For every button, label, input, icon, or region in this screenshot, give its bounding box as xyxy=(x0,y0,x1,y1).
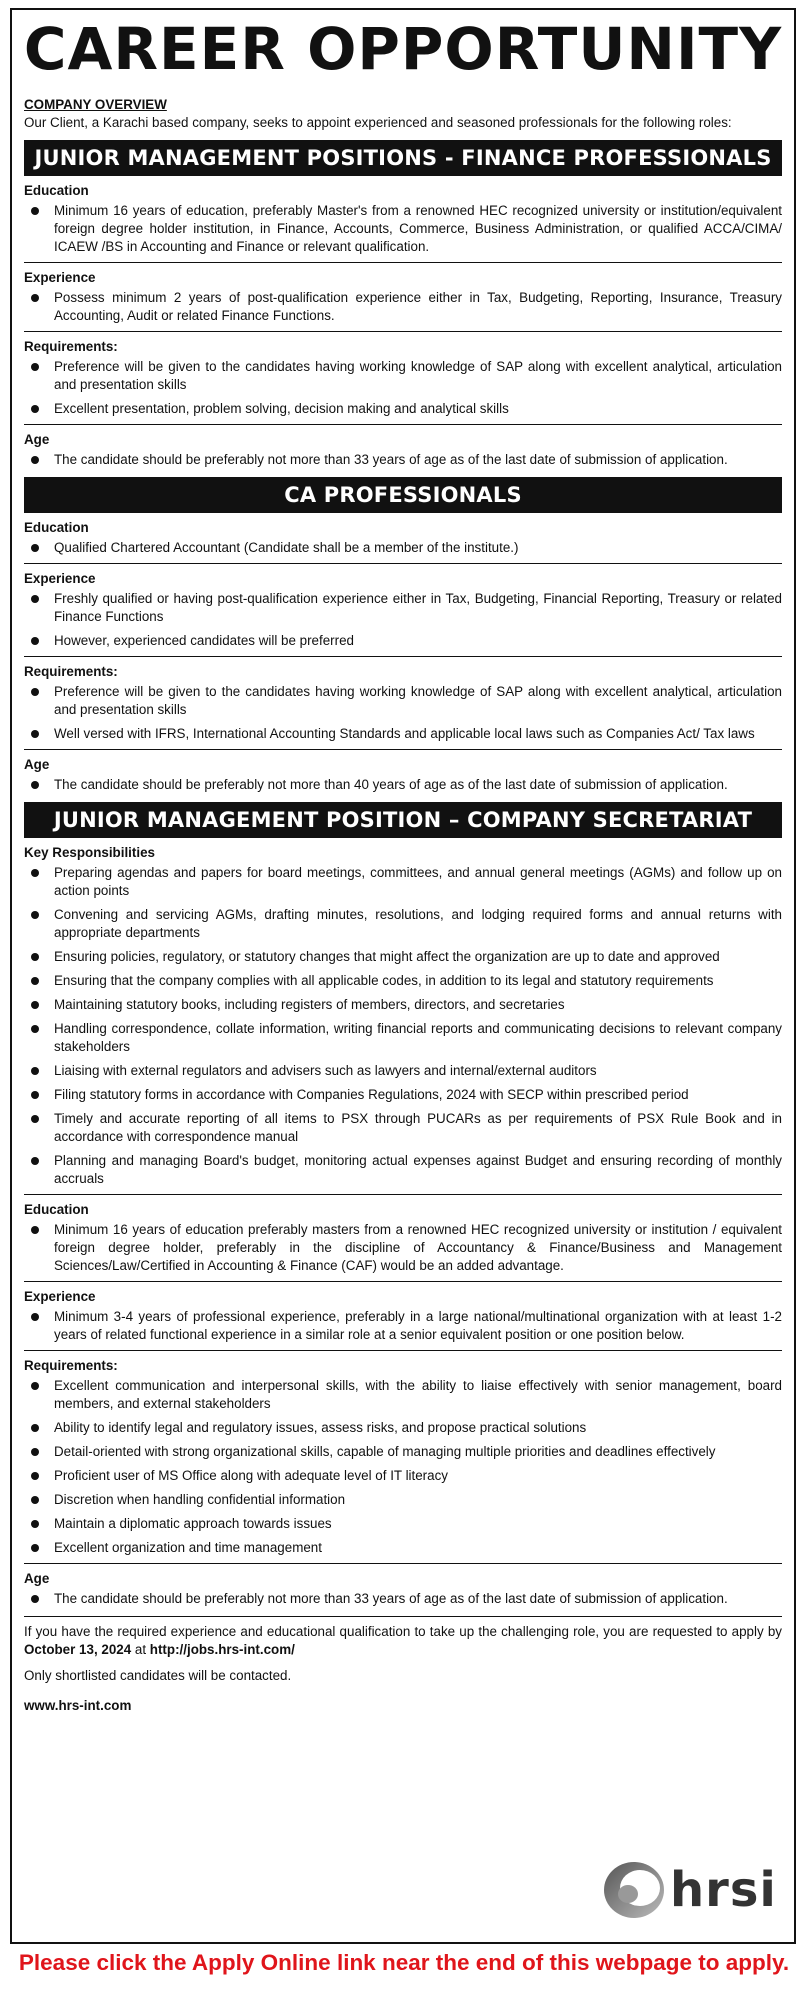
bullet-item: Preparing agendas and papers for board meetings, committees, and annual general meetings (AGMs) and follow up on action points xyxy=(24,864,782,900)
section-heading: Experience xyxy=(24,270,96,285)
job-title-bar: JUNIOR MANAGEMENT POSITIONS - FINANCE PROFESSIONALS xyxy=(24,140,782,176)
job-block xyxy=(24,802,782,1608)
bullet-item: Ensuring that the company complies with all applicable codes, in addition to its legal and statutory requirements xyxy=(24,972,782,990)
section-heading: Key Responsibilities xyxy=(24,845,155,860)
section-heading: Education xyxy=(24,520,89,535)
job-section xyxy=(24,1350,782,1557)
apply-instructions xyxy=(24,1623,782,1659)
bullet-item: Proficient user of MS Office along with adequate level of IT literacy xyxy=(24,1467,782,1485)
bullet-item: Timely and accurate reporting of all items to PSX through PUCARs as per requirements of PSX Rule Book and in accordance with correspondence manual xyxy=(24,1110,782,1146)
bullet-list xyxy=(24,864,782,1188)
footer xyxy=(24,1616,782,1715)
section-heading: Education xyxy=(24,1202,89,1217)
job-list xyxy=(24,140,782,1608)
job-section xyxy=(24,749,782,794)
bullet-list xyxy=(24,590,782,650)
bullet-item: Excellent presentation, problem solving, decision making and analytical skills xyxy=(24,400,782,418)
bullet-item: Ensuring policies, regulatory, or statutory changes that might affect the organization are up to date and approved xyxy=(24,948,782,966)
job-section xyxy=(24,563,782,650)
job-section xyxy=(24,331,782,418)
bullet-item: Handling correspondence, collate information, writing financial reports and communicating decisions to relevant company stakeholders xyxy=(24,1020,782,1056)
job-section xyxy=(24,1563,782,1608)
apply-text-at: at xyxy=(131,1642,150,1657)
bullet-item: Convening and servicing AGMs, drafting minutes, resolutions, and lodging required forms and annual returns with appropriate departments xyxy=(24,906,782,942)
page-title: CAREER OPPORTUNITY xyxy=(23,15,783,83)
section-heading: Requirements: xyxy=(24,339,118,354)
bullet-item: Preference will be given to the candidates having working knowledge of SAP along with excellent analytical, articulation and presentation skills xyxy=(24,358,782,394)
ad-content xyxy=(12,84,794,1715)
bullet-item: Preference will be given to the candidates having working knowledge of SAP along with excellent analytical, articulation and presentation skills xyxy=(24,683,782,719)
section-heading: Experience xyxy=(24,1289,96,1304)
job-section xyxy=(24,519,782,557)
bullet-item: Ability to identify legal and regulatory issues, assess risks, and propose practical solutions xyxy=(24,1419,782,1437)
bullet-item: Planning and managing Board's budget, monitoring actual expenses against Budget and ensuring recording of monthly accruals xyxy=(24,1152,782,1188)
section-heading: Age xyxy=(24,432,50,447)
shortlist-note: Only shortlisted candidates will be contacted. xyxy=(24,1668,292,1683)
bullet-item: Minimum 16 years of education, preferably Master's from a renowned HEC recognized university or institution/equivalent foreign degree holder institution, in Finance, Accounts, Commerce, Business Administration, or qualified ACCA/CIMA/ ICAEW /BS in Accounting and Finance or relevant qualification. xyxy=(24,202,782,256)
bullet-list xyxy=(24,776,782,794)
section-heading: Requirements: xyxy=(24,1358,118,1373)
bullet-list xyxy=(24,1221,782,1275)
overview-text: Our Client, a Karachi based company, seeks to appoint experienced and seasoned professionals for the following roles: xyxy=(24,115,732,130)
apply-url-link[interactable]: http://jobs.hrs-int.com/ xyxy=(149,1642,295,1657)
job-section xyxy=(24,1194,782,1275)
section-heading: Age xyxy=(24,757,50,772)
bullet-item: Liaising with external regulators and advisers such as lawyers and internal/external auditors xyxy=(24,1062,782,1080)
job-section xyxy=(24,262,782,325)
bullet-list xyxy=(24,358,782,418)
advertisement-frame xyxy=(10,8,796,1944)
job-block xyxy=(24,477,782,794)
bullet-list xyxy=(24,1590,782,1608)
apply-date: October 13, 2024 xyxy=(24,1642,132,1657)
logo-swirl-icon xyxy=(600,1854,670,1924)
bullet-list xyxy=(24,451,782,469)
job-title-bar: CA PROFESSIONALS xyxy=(24,477,782,513)
bullet-item: Filing statutory forms in accordance with Companies Regulations, 2024 with SECP within prescribed period xyxy=(24,1086,782,1104)
bullet-list xyxy=(24,202,782,256)
bullet-item: Qualified Chartered Accountant (Candidate shall be a member of the institute.) xyxy=(24,539,782,557)
bullet-item: The candidate should be preferably not more than 33 years of age as of the last date of submission of application. xyxy=(24,451,782,469)
job-section xyxy=(24,424,782,469)
bullet-item: Minimum 3-4 years of professional experience, preferably in a large national/multinational organization with at least 1-2 years of related functional experience in a similar role at a senior equivalent position or one position below. xyxy=(24,1308,782,1344)
bullet-item: Maintain a diplomatic approach towards issues xyxy=(24,1515,782,1533)
apply-online-notice[interactable]: Please click the Apply Online link near the end of this webpage to apply. xyxy=(18,1950,790,1975)
bullet-item: Minimum 16 years of education preferably masters from a renowned HEC recognized university or institution / equivalent foreign degree holder, preferably in the discipline of Accountancy & Finance/Business and Management Sciences/Law/Certified in Accounting & Finance (CAF) would be an added advantage. xyxy=(24,1221,782,1275)
job-title-bar: JUNIOR MANAGEMENT POSITION – COMPANY SECRETARIAT xyxy=(24,802,782,838)
logo-text: hrsi xyxy=(670,1862,777,1918)
bullet-item: Possess minimum 2 years of post-qualification experience either in Tax, Budgeting, Reporting, Insurance, Treasury Accounting, Audit or related Finance Functions. xyxy=(24,289,782,325)
bullet-list xyxy=(24,683,782,743)
job-section xyxy=(24,844,782,1188)
apply-text: If you have the required experience and educational qualification to take up the challenging role, you are requested to apply by xyxy=(24,1624,782,1639)
company-logo xyxy=(600,1854,780,1924)
job-section xyxy=(24,182,782,256)
job-section xyxy=(24,656,782,743)
bullet-item: Excellent organization and time management xyxy=(24,1539,782,1557)
section-heading: Requirements: xyxy=(24,664,118,679)
bullet-item: Detail-oriented with strong organizational skills, capable of managing multiple priorities and deadlines effectively xyxy=(24,1443,782,1461)
website-link[interactable]: www.hrs-int.com xyxy=(24,1698,132,1713)
bullet-item: Excellent communication and interpersonal skills, with the ability to liaise effectively with senior management, board members, and external stakeholders xyxy=(24,1377,782,1413)
section-heading: Experience xyxy=(24,571,96,586)
bullet-list xyxy=(24,1308,782,1344)
bullet-item: However, experienced candidates will be preferred xyxy=(24,632,782,650)
overview-heading: COMPANY OVERVIEW xyxy=(24,97,167,112)
job-section xyxy=(24,1281,782,1344)
bullet-item: Freshly qualified or having post-qualification experience either in Tax, Budgeting, Financial Reporting, Treasury or related Finance Functions xyxy=(24,590,782,626)
bullet-item: The candidate should be preferably not more than 33 years of age as of the last date of submission of application. xyxy=(24,1590,782,1608)
bullet-list xyxy=(24,1377,782,1557)
bullet-list xyxy=(24,539,782,557)
section-heading: Education xyxy=(24,183,89,198)
section-heading: Age xyxy=(24,1571,50,1586)
bullet-item: The candidate should be preferably not more than 40 years of age as of the last date of submission of application. xyxy=(24,776,782,794)
bullet-list xyxy=(24,289,782,325)
bullet-item: Well versed with IFRS, International Accounting Standards and applicable local laws such as Companies Act/ Tax laws xyxy=(24,725,782,743)
bullet-item: Discretion when handling confidential information xyxy=(24,1491,782,1509)
bullet-item: Maintaining statutory books, including registers of members, directors, and secretaries xyxy=(24,996,782,1014)
job-block xyxy=(24,140,782,469)
